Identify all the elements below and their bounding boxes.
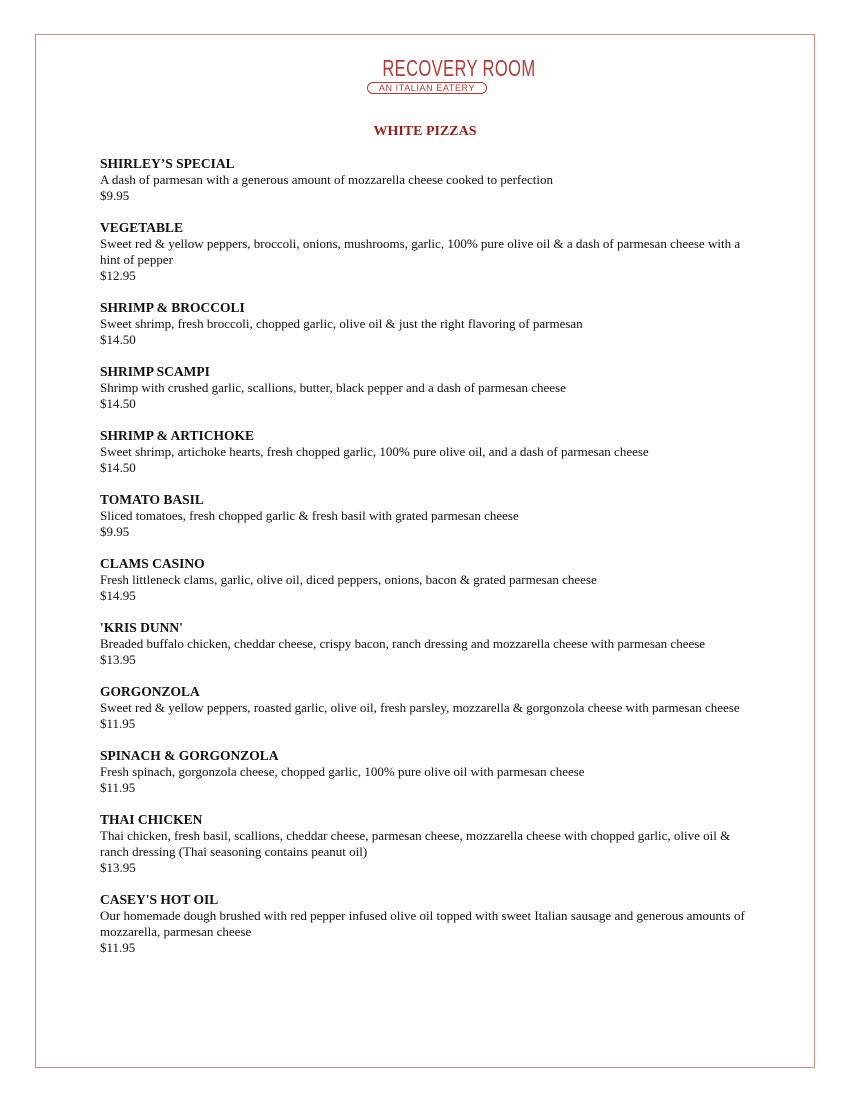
item-name: GORGONZOLA	[100, 684, 200, 699]
item-name: VEGETABLE	[100, 220, 184, 235]
item-price: $14.95	[100, 588, 136, 603]
menu-item	[100, 892, 760, 956]
item-description: Sliced tomatoes, fresh chopped garlic & fresh basil with grated parmesan cheese	[100, 508, 519, 523]
menu-item	[100, 220, 760, 284]
menu-list	[100, 156, 760, 972]
item-name: SHRIMP & ARTICHOKE	[100, 428, 255, 443]
section-title: WHITE PIZZAS	[373, 124, 477, 139]
menu-item	[100, 428, 760, 476]
item-price: $13.95	[100, 652, 136, 667]
menu-item	[100, 156, 760, 204]
item-name: SPINACH & GORGONZOLA	[100, 748, 279, 763]
item-name: SHRIMP & BROCCOLI	[100, 300, 245, 315]
logo-subtitle: AN ITALIAN EATERY	[367, 82, 487, 94]
item-price: $14.50	[100, 396, 136, 411]
item-description: Fresh littleneck clams, garlic, olive oil, diced peppers, onions, bacon & grated parmesan cheese	[100, 572, 597, 587]
item-price: $12.95	[100, 268, 136, 283]
item-price: $11.95	[100, 940, 136, 955]
menu-item	[100, 556, 760, 604]
item-name: 'KRIS DUNN'	[100, 620, 183, 635]
menu-item	[100, 492, 760, 540]
item-name: CLAMS CASINO	[100, 556, 205, 571]
menu-item	[100, 364, 760, 412]
item-description: Sweet shrimp, artichoke hearts, fresh chopped garlic, 100% pure olive oil, and a dash of parmesan cheese	[100, 444, 649, 459]
item-description: Sweet red & yellow peppers, broccoli, onions, mushrooms, garlic, 100% pure olive oil & a dash of parmesan cheese with a hint of pepper	[100, 236, 741, 267]
item-description: A dash of parmesan with a generous amount of mozzarella cheese cooked to perfection	[100, 172, 554, 187]
menu-item	[100, 748, 760, 796]
item-name: CASEY'S HOT OIL	[100, 892, 219, 907]
item-name: SHIRLEY’S SPECIAL	[100, 156, 235, 171]
menu-item	[100, 300, 760, 348]
item-description: Fresh spinach, gorgonzola cheese, chopped garlic, 100% pure olive oil with parmesan cheese	[100, 764, 585, 779]
item-price: $11.95	[100, 780, 136, 795]
item-description: Shrimp with crushed garlic, scallions, butter, black pepper and a dash of parmesan cheese	[100, 380, 566, 395]
item-name: TOMATO BASIL	[100, 492, 204, 507]
item-price: $14.50	[100, 460, 136, 475]
menu-item	[100, 684, 760, 732]
restaurant-logo	[365, 55, 536, 94]
item-price: $14.50	[100, 332, 136, 347]
item-description: Sweet red & yellow peppers, roasted garlic, olive oil, fresh parsley, mozzarella & gorgonzola cheese with parmesan cheese	[100, 700, 740, 715]
item-price: $13.95	[100, 860, 136, 875]
item-name: THAI CHICKEN	[100, 812, 203, 827]
logo-title: RECOVERY ROOM	[382, 55, 536, 81]
menu-item	[100, 812, 760, 876]
item-description: Sweet shrimp, fresh broccoli, chopped garlic, olive oil & just the right flavoring of parmesan	[100, 316, 583, 331]
item-description: Thai chicken, fresh basil, scallions, cheddar cheese, parmesan cheese, mozzarella cheese with chopped garlic, olive oil & ranch dressing (Thai seasoning contains peanut oil)	[100, 828, 731, 859]
item-name: SHRIMP SCAMPI	[100, 364, 210, 379]
item-price: $9.95	[100, 188, 130, 203]
item-price: $11.95	[100, 716, 136, 731]
menu-item	[100, 620, 760, 668]
item-description: Our homemade dough brushed with red pepper infused olive oil topped with sweet Italian sausage and generous amounts of mozzarella, parmesan cheese	[100, 908, 745, 939]
item-price: $9.95	[100, 524, 130, 539]
item-description: Breaded buffalo chicken, cheddar cheese, crispy bacon, ranch dressing and mozzarella cheese with parmesan cheese	[100, 636, 706, 651]
